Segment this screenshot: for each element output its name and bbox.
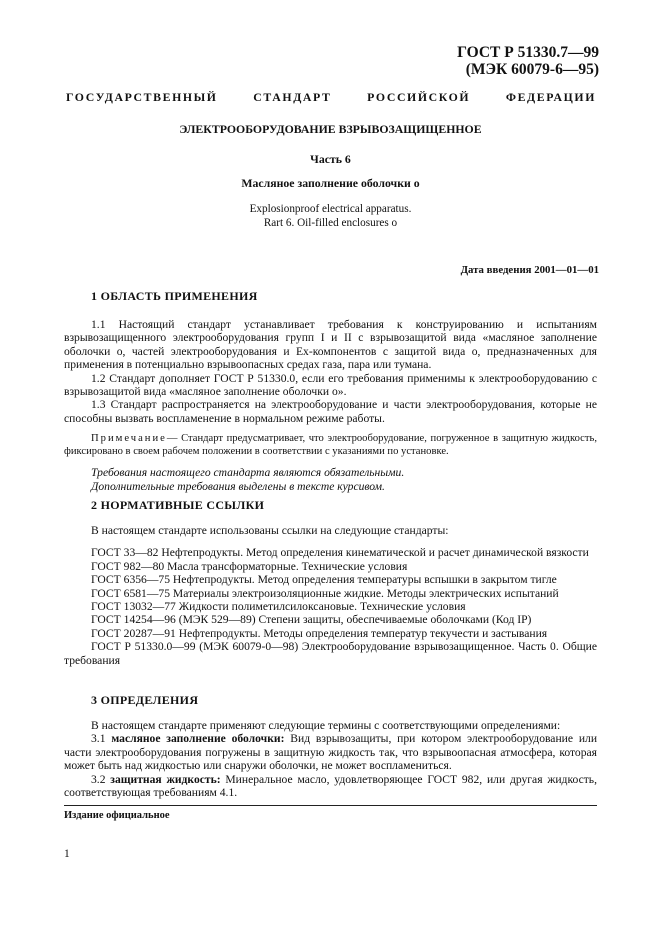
section1-paragraph3: 1.3 Стандарт распространяется на электрооборудование и части электрооборудования, которые не способны вызвать воспламенение в нормальном режиме работы.	[64, 398, 597, 425]
additional-requirements: Дополнительные требования выделены в тексте курсивом.	[91, 479, 385, 493]
definition-2-number: 3.2	[91, 772, 106, 786]
reference-item: ГОСТ 20287—91 Нефтепродукты. Методы определения температур текучести и застывания	[91, 626, 548, 640]
document-title: ЭЛЕКТРООБОРУДОВАНИЕ ВЗРЫВОЗАЩИЩЕННОЕ	[179, 122, 482, 136]
reference-item: ГОСТ 6581—75 Материалы электроизоляционные жидкие. Методы электрических испытаний	[91, 586, 559, 600]
section3-heading: 3 ОПРЕДЕЛЕНИЯ	[91, 693, 199, 707]
section1-heading: 1 ОБЛАСТЬ ПРИМЕНЕНИЯ	[91, 289, 258, 303]
section1-paragraph1: 1.1 Настоящий стандарт устанавливает требования к конструированию и испытаниям взрывозащищенного электрооборудования групп I и II с взрывозащитой вида «масляное заполнение оболочки о, частей электрооборудования и Ex-компонентов с защитой вида о, предназначенных для применения в потенциально взрывоопасных средах газа, пара или тумана.	[64, 318, 597, 372]
definition-1-text: Вид взрывозащиты, при котором электрооборудование или части электрооборудования погружены в защитную жидкость так, что взрывоопасная атмосфера, которая может быть над жидкостью или снаружи оболочки, не может воспламениться.	[64, 732, 598, 773]
section2-intro: В настоящем стандарте использованы ссылки на следующие стандарты:	[91, 524, 449, 537]
section1-note	[64, 433, 597, 458]
definition-1	[64, 732, 597, 772]
definition-2-term: защитная жидкость:	[110, 772, 221, 786]
effective-date: Дата введения 2001—01—01	[460, 264, 599, 276]
english-title-line2: Rart 6. Oil-filled enclosures o	[263, 217, 398, 229]
section3-intro: В настоящем стандарте применяют следующие термины с соответствующими определениями:	[91, 719, 561, 732]
standard-code-line2: (МЭК 60079-6—95)	[465, 61, 599, 78]
definition-1-term: масляное заполнение оболочки:	[111, 732, 285, 746]
mandatory-requirements: Требования настоящего стандарта являются обязательными.	[91, 466, 405, 480]
standard-code	[457, 44, 599, 78]
reference-item: ГОСТ 13032—77 Жидкости полиметилсилоксановые. Технические условия	[91, 600, 466, 614]
footer-divider	[64, 805, 597, 806]
document-subtitle: Масляное заполнение оболочки о	[241, 176, 420, 190]
section1-body	[64, 318, 597, 493]
official-edition: Издание официальное	[64, 810, 170, 821]
english-title	[60, 202, 601, 230]
part-number: Часть 6	[310, 152, 351, 166]
reference-item: ГОСТ 14254—96 (МЭК 529—89) Степени защиты, обеспечиваемые оболочками (Код IP)	[91, 613, 532, 627]
reference-item: ГОСТ 982—80 Масла трансформаторные. Технические условия	[91, 559, 408, 573]
standard-code-line1: ГОСТ Р 51330.7—99	[457, 44, 599, 61]
state-standard-title: ГОСУДАРСТВЕННЫЙ СТАНДАРТ РОССИЙСКОЙ ФЕДЕРАЦИИ	[66, 90, 596, 104]
definition-2-text: Минеральное масло, удовлетворяющее ГОСТ 982, или другая жидкость, соответствующая требованиям 4.1.	[64, 772, 597, 800]
section2-body	[64, 524, 597, 667]
section3-body	[64, 719, 597, 799]
section2-heading: 2 НОРМАТИВНЫЕ ССЫЛКИ	[91, 498, 265, 512]
section1-paragraph2: 1.2 Стандарт дополняет ГОСТ Р 51330.0, если его требования применимы к электрооборудованию с взрывозащитой вида «масляное заполнение оболочки о».	[64, 371, 597, 399]
english-title-line1: Explosionproof electrical apparatus.	[249, 203, 412, 215]
definition-2	[64, 773, 597, 800]
definition-1-number: 3.1	[91, 732, 106, 746]
reference-item: ГОСТ Р 51330.0—99 (МЭК 60079-0—98) Электрооборудование взрывозащищенное. Часть 0. Общие требования	[64, 640, 597, 667]
note-text: — Стандарт предусматривает, что электрооборудование, погруженное в защитную жидкость, фиксировано в своем рабочем положении в соответствии с указаниями по установке.	[64, 433, 597, 457]
page-number: 1	[64, 848, 70, 860]
note-label: Примечание	[91, 433, 167, 445]
reference-item: ГОСТ 33—82 Нефтепродукты. Метод определения кинематической и расчет динамической вязкости	[91, 546, 589, 560]
reference-item: ГОСТ 6356—75 Нефтепродукты. Метод определения температуры вспышки в закрытом тигле	[91, 573, 557, 587]
